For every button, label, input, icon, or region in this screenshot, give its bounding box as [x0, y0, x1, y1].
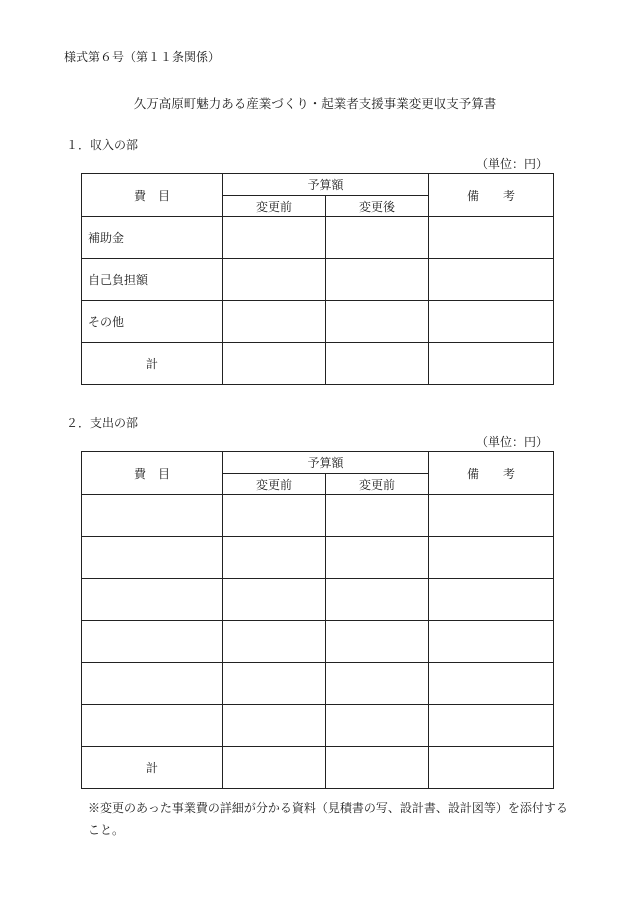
income-heading: １．収入の部: [66, 138, 139, 152]
income-total-before[interactable]: [223, 343, 326, 385]
income-cell-after[interactable]: [326, 301, 429, 343]
expense-cell-before[interactable]: [223, 663, 326, 705]
table-row: [82, 705, 554, 747]
income-col-remarks: 備 考: [429, 174, 554, 217]
expense-cell-before[interactable]: [223, 537, 326, 579]
income-row-label: 自己負担額: [82, 259, 223, 301]
expense-cell-before[interactable]: [223, 621, 326, 663]
income-unit: （単位：円）: [475, 157, 548, 171]
expense-table: [81, 451, 554, 789]
expense-total-label: 計: [82, 747, 223, 789]
expense-cell-item[interactable]: [82, 537, 223, 579]
income-col-after: 変更後: [326, 196, 429, 217]
income-row-label: 補助金: [82, 217, 223, 259]
income-cell-remarks[interactable]: [429, 217, 554, 259]
income-col-item: 費 目: [82, 174, 223, 217]
income-cell-after[interactable]: [326, 217, 429, 259]
income-cell-before[interactable]: [223, 259, 326, 301]
expense-cell-item[interactable]: [82, 579, 223, 621]
table-row: [82, 259, 554, 301]
table-row: [82, 217, 554, 259]
expense-cell-remarks[interactable]: [429, 621, 554, 663]
expense-cell-remarks[interactable]: [429, 705, 554, 747]
expense-col-budget: 予算額: [223, 452, 429, 474]
income-total-label: 計: [82, 343, 223, 385]
table-row-total: [82, 343, 554, 385]
income-cell-before[interactable]: [223, 301, 326, 343]
expense-cell-item[interactable]: [82, 705, 223, 747]
expense-col-remarks: 備 考: [429, 452, 554, 495]
table-row-total: [82, 747, 554, 789]
table-row: [82, 663, 554, 705]
expense-total-remarks[interactable]: [429, 747, 554, 789]
expense-cell-before[interactable]: [223, 495, 326, 537]
expense-cell-after[interactable]: [326, 579, 429, 621]
income-total-after[interactable]: [326, 343, 429, 385]
expense-cell-remarks[interactable]: [429, 663, 554, 705]
income-table: [81, 173, 554, 385]
expense-cell-after[interactable]: [326, 495, 429, 537]
expense-cell-remarks[interactable]: [429, 579, 554, 621]
income-cell-remarks[interactable]: [429, 259, 554, 301]
expense-col-after: 変更前: [326, 474, 429, 495]
expense-unit: （単位：円）: [475, 435, 548, 449]
income-col-before: 変更前: [223, 196, 326, 217]
income-cell-before[interactable]: [223, 217, 326, 259]
expense-total-before[interactable]: [223, 747, 326, 789]
expense-col-before: 変更前: [223, 474, 326, 495]
expense-cell-before[interactable]: [223, 705, 326, 747]
expense-cell-item[interactable]: [82, 495, 223, 537]
table-row: [82, 579, 554, 621]
expense-cell-after[interactable]: [326, 537, 429, 579]
form-number: 様式第６号（第１１条関係）: [64, 50, 221, 64]
expense-cell-remarks[interactable]: [429, 495, 554, 537]
income-cell-remarks[interactable]: [429, 301, 554, 343]
table-row: [82, 495, 554, 537]
expense-heading: ２．支出の部: [66, 416, 139, 430]
income-total-remarks[interactable]: [429, 343, 554, 385]
income-col-budget: 予算額: [223, 174, 429, 196]
table-row: [82, 621, 554, 663]
expense-cell-after[interactable]: [326, 621, 429, 663]
table-row: [82, 537, 554, 579]
expense-cell-after[interactable]: [326, 705, 429, 747]
expense-cell-before[interactable]: [223, 579, 326, 621]
expense-total-after[interactable]: [326, 747, 429, 789]
expense-col-item: 費 目: [82, 452, 223, 495]
table-row: [82, 301, 554, 343]
expense-cell-remarks[interactable]: [429, 537, 554, 579]
document-title: 久万高原町魅力ある産業づくり・起業者支援事業変更収支予算書: [133, 96, 497, 111]
expense-cell-item[interactable]: [82, 663, 223, 705]
expense-cell-after[interactable]: [326, 663, 429, 705]
footnote: ※変更のあった事業費の詳細が分かる資料（見積書の写、設計書、設計図等）を添付すること。: [88, 801, 568, 837]
income-row-label: その他: [82, 301, 223, 343]
income-cell-after[interactable]: [326, 259, 429, 301]
expense-cell-item[interactable]: [82, 621, 223, 663]
